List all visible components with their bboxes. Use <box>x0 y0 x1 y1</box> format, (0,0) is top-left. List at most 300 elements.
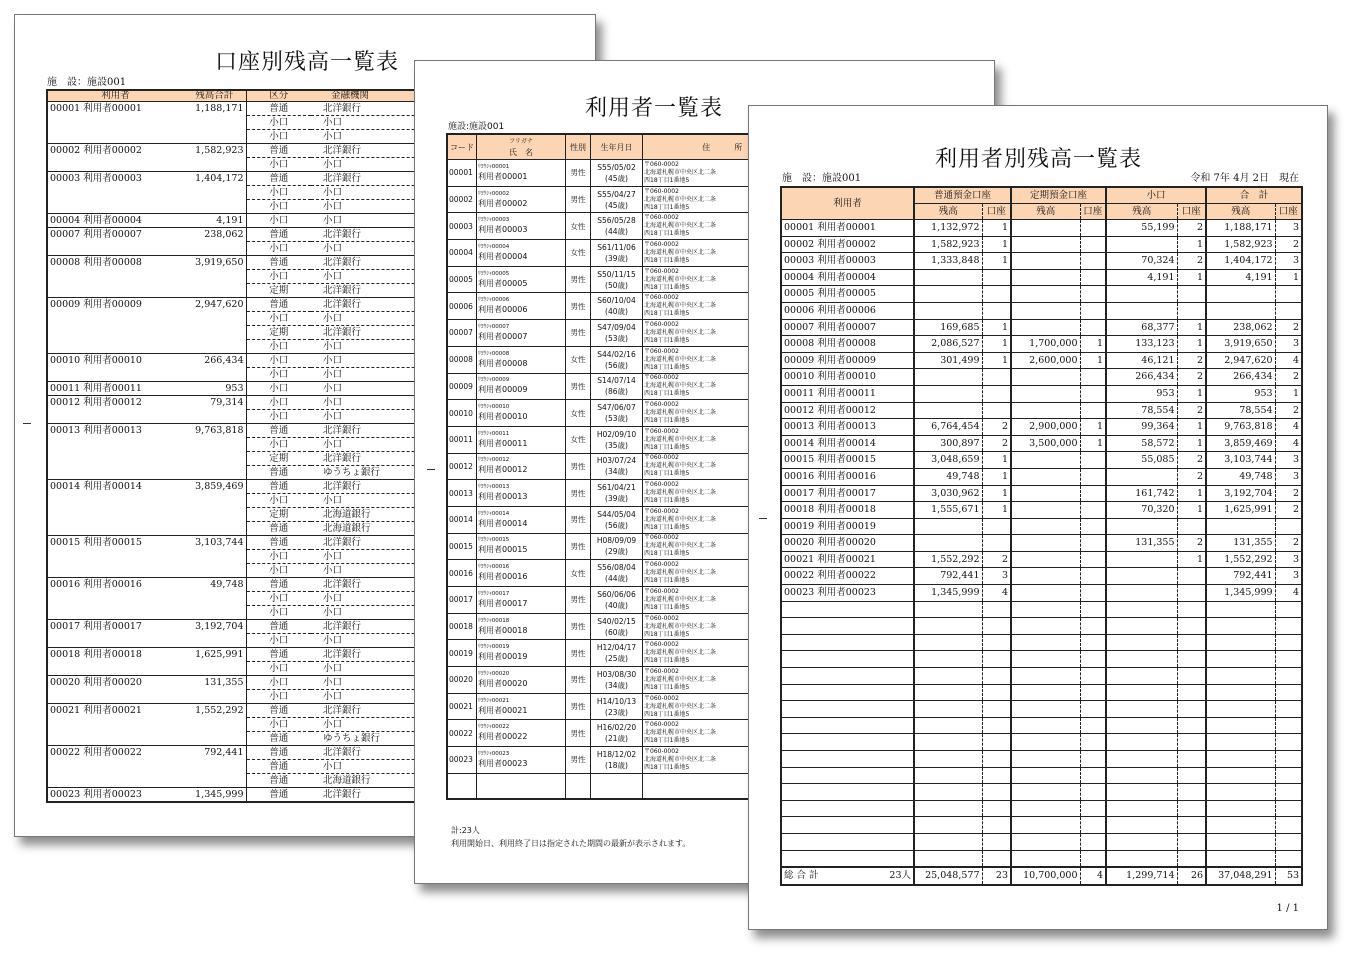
birth-cell <box>591 693 643 720</box>
ordinary-balance <box>914 385 982 402</box>
fixed-balance <box>1011 402 1080 419</box>
col-header-user: 利用者 <box>781 187 914 220</box>
name: 利用者00022 <box>478 732 528 742</box>
empty-cell <box>1275 651 1302 668</box>
bank-cell: 北洋銀行 <box>311 452 471 466</box>
address-line: 北海道札幌市中央区北二条 <box>644 702 717 710</box>
bank-cell: 小口 <box>311 760 471 774</box>
name: 利用者00012 <box>478 465 528 475</box>
address-line: 北海道札幌市中央区北二条 <box>644 595 717 603</box>
age: (45歳) <box>605 173 628 183</box>
col-header-total: 合 計 <box>1206 187 1302 204</box>
balance-by-user-table <box>780 186 1303 886</box>
address-line: 西18丁目1番地5 <box>644 550 690 558</box>
empty-cell <box>1011 601 1080 618</box>
table-row <box>781 518 1302 535</box>
fixed-count <box>1080 302 1106 319</box>
petty-count: 1 <box>1177 385 1206 402</box>
empty-cell <box>1177 668 1206 685</box>
birth-date: S55/04/27 <box>597 189 636 199</box>
bank-cell: 北洋銀行 <box>311 102 471 116</box>
col-header-count: 口座 <box>1080 204 1106 220</box>
total-row <box>781 867 1302 885</box>
name-cell <box>477 186 566 213</box>
code-cell: 00010 <box>447 400 477 427</box>
total-count: 1 <box>1275 269 1302 286</box>
table-row <box>47 480 471 494</box>
ordinary-balance: 2,086,527 <box>914 336 982 353</box>
fixed-balance <box>1011 568 1080 585</box>
bank-cell: 小口 <box>311 396 471 410</box>
petty-count: 2 <box>1177 220 1206 237</box>
account-type-cell: 小口 <box>246 214 311 228</box>
name-cell <box>477 506 566 533</box>
ordinary-balance: 1,552,292 <box>914 551 982 568</box>
account-type-cell: 小口 <box>246 242 311 256</box>
name: 利用者00007 <box>478 331 528 341</box>
name-cell <box>477 373 566 400</box>
empty-cell <box>982 634 1011 651</box>
petty-balance: 133,123 <box>1106 336 1177 353</box>
user-cell: 00014 利用者00014 <box>781 435 914 452</box>
total-balance <box>1206 518 1275 535</box>
empty-cell <box>1011 717 1080 734</box>
account-type-cell: 普通 <box>246 774 311 788</box>
account-type-cell: 小口 <box>246 676 311 690</box>
footnote: 利用開始日、利用終了日は指定された期間の最新が表示されます。 <box>451 839 691 848</box>
code-cell: 00011 <box>447 426 477 453</box>
bank-cell: 小口 <box>311 410 471 424</box>
empty-cell <box>1275 850 1302 867</box>
blank-row <box>781 817 1302 834</box>
address-line: 〒060-0002 <box>644 347 679 355</box>
name: 利用者00023 <box>478 758 528 768</box>
total-cell: 1,582,923 <box>183 144 246 172</box>
user-cell: 00006 利用者00006 <box>781 302 914 319</box>
name: 利用者00001 <box>478 171 528 181</box>
birth-cell <box>591 160 643 187</box>
empty-cell <box>914 784 982 801</box>
bank-cell: 北洋銀行 <box>311 480 471 494</box>
empty-cell <box>1106 668 1177 685</box>
total-count: 2 <box>1275 402 1302 419</box>
empty-cell <box>1011 634 1080 651</box>
address-line: 西18丁目1番地5 <box>644 470 690 478</box>
name: 利用者00015 <box>478 545 528 555</box>
empty-cell <box>1275 751 1302 768</box>
address-line: 西18丁目1番地5 <box>644 523 690 531</box>
empty-cell <box>781 817 914 834</box>
birth-cell <box>591 266 643 293</box>
empty-cell <box>1106 817 1177 834</box>
bank-cell: 小口 <box>311 438 471 452</box>
birth-date: S61/11/06 <box>597 242 636 252</box>
user-cell: 00007 利用者00007 <box>781 319 914 336</box>
age: (44歳) <box>605 227 628 237</box>
bank-cell: 北洋銀行 <box>311 746 471 760</box>
birth-date: H08/09/09 <box>596 536 637 546</box>
empty-cell <box>1106 800 1177 817</box>
ordinary-balance: 169,685 <box>914 319 982 336</box>
birth-cell <box>591 373 643 400</box>
blank-row <box>781 717 1302 734</box>
account-type-cell: 小口 <box>246 690 311 704</box>
bank-cell: 北洋銀行 <box>311 424 471 438</box>
name-cell <box>477 640 566 667</box>
empty-cell <box>781 767 914 784</box>
empty-cell <box>1275 601 1302 618</box>
empty-cell <box>982 767 1011 784</box>
empty-cell <box>781 601 914 618</box>
empty-cell <box>1275 734 1302 751</box>
empty-cell <box>1206 800 1275 817</box>
fixed-balance <box>1011 286 1080 303</box>
empty-cell <box>1011 800 1080 817</box>
ordinary-balance: 301,499 <box>914 352 982 369</box>
user-cell: 00013 利用者00013 <box>781 419 914 436</box>
gender-cell: 男性 <box>566 186 591 213</box>
petty-count: 2 <box>1177 253 1206 270</box>
grand-fixed-count: 4 <box>1080 867 1106 885</box>
address-line: 〒060-0002 <box>644 721 679 729</box>
address-line: 〒060-0002 <box>644 427 679 435</box>
empty-cell <box>982 850 1011 867</box>
empty-cell <box>1011 784 1080 801</box>
grand-petty-balance: 1,299,714 <box>1106 867 1177 885</box>
table-row <box>781 419 1302 436</box>
blank-row <box>781 751 1302 768</box>
empty-cell <box>781 634 914 651</box>
age: (86歳) <box>605 387 628 397</box>
ordinary-count: 3 <box>982 568 1011 585</box>
total-count: 3 <box>1275 568 1302 585</box>
bank-cell: 小口 <box>311 382 471 396</box>
age: (35歳) <box>605 440 628 450</box>
address-line: 〒060-0002 <box>644 667 679 675</box>
table-row <box>781 468 1302 485</box>
fixed-count <box>1080 568 1106 585</box>
account-type-cell: 普通 <box>246 424 311 438</box>
empty-cell <box>1106 784 1177 801</box>
bank-cell: 小口 <box>311 270 471 284</box>
kana: ﾘﾖｳｼｬ00003 <box>478 217 510 224</box>
bank-cell: 小口 <box>311 354 471 368</box>
fixed-balance <box>1011 452 1080 469</box>
empty-cell <box>1206 618 1275 635</box>
total-balance: 1,625,991 <box>1206 502 1275 519</box>
bank-cell: 小口 <box>311 340 471 354</box>
address-line: 北海道札幌市中央区北二条 <box>644 542 717 550</box>
ordinary-balance: 1,132,972 <box>914 220 982 237</box>
blank-row <box>781 800 1302 817</box>
empty-cell <box>1011 850 1080 867</box>
address-line: 西18丁目1番地5 <box>644 710 690 718</box>
kana: ﾘﾖｳｼｬ00013 <box>478 484 510 491</box>
name: 利用者00014 <box>478 518 528 528</box>
petty-count: 2 <box>1177 369 1206 386</box>
blank-row <box>781 668 1302 685</box>
total-balance: 49,748 <box>1206 468 1275 485</box>
empty-cell <box>781 717 914 734</box>
total-count: 2 <box>1275 502 1302 519</box>
empty-cell <box>1206 817 1275 834</box>
table-row <box>47 102 471 116</box>
name: 利用者00002 <box>478 198 528 208</box>
total-cell: 1,188,171 <box>183 102 246 144</box>
grand-petty-count: 26 <box>1177 867 1206 885</box>
code-cell: 00019 <box>447 640 477 667</box>
empty-cell <box>1106 767 1177 784</box>
account-type-cell: 普通 <box>246 760 311 774</box>
ordinary-balance: 1,555,671 <box>914 502 982 519</box>
table-row <box>47 228 471 242</box>
empty-cell <box>591 773 643 799</box>
total-cell: 953 <box>183 382 246 396</box>
name: 利用者00017 <box>478 598 528 608</box>
empty-cell <box>1206 751 1275 768</box>
code-cell: 00002 <box>447 186 477 213</box>
kana: ﾘﾖｳｼｬ00018 <box>478 617 510 624</box>
age: (56歳) <box>605 520 628 530</box>
empty-cell <box>982 751 1011 768</box>
code-cell: 00022 <box>447 720 477 747</box>
ordinary-count <box>982 369 1011 386</box>
code-cell: 00006 <box>447 293 477 320</box>
address-line: 〒060-0002 <box>644 694 679 702</box>
address-line: 〒060-0002 <box>644 507 679 515</box>
address-line: 北海道札幌市中央区北二条 <box>644 649 717 657</box>
bank-cell: 北洋銀行 <box>311 704 471 718</box>
fixed-balance <box>1011 319 1080 336</box>
gender-cell: 女性 <box>566 560 591 587</box>
petty-count: 1 <box>1177 336 1206 353</box>
fixed-balance <box>1011 485 1080 502</box>
birth-cell <box>591 560 643 587</box>
col-header-bank: 金融機関 <box>311 90 471 102</box>
empty-cell <box>447 773 477 799</box>
total-count <box>1275 518 1302 535</box>
petty-balance: 266,434 <box>1106 369 1177 386</box>
total-count: 2 <box>1275 236 1302 253</box>
table-row <box>781 319 1302 336</box>
address-line: 〒060-0002 <box>644 187 679 195</box>
code-cell: 00012 <box>447 453 477 480</box>
bank-cell: 北洋銀行 <box>311 284 471 298</box>
bank-cell: 北海道銀行 <box>311 508 471 522</box>
age: (40歳) <box>605 307 628 317</box>
empty-cell <box>914 684 982 701</box>
empty-cell <box>781 668 914 685</box>
name-cell <box>477 160 566 187</box>
user-cell: 00008 利用者00008 <box>781 336 914 353</box>
total-label: 総 合 計 <box>784 870 819 882</box>
bank-cell: 北洋銀行 <box>311 788 471 803</box>
code-cell: 00015 <box>447 533 477 560</box>
ordinary-count: 1 <box>982 352 1011 369</box>
total-cell: 238,062 <box>183 228 246 256</box>
user-cell: 00010 利用者00010 <box>781 369 914 386</box>
kana: ﾘﾖｳｼｬ00017 <box>478 590 510 597</box>
account-type-cell: 定期 <box>246 452 311 466</box>
total-count: 1 <box>1275 385 1302 402</box>
user-cell: 00017 利用者00017 <box>47 620 183 648</box>
age: (45歳) <box>605 200 628 210</box>
user-cell: 00015 利用者00015 <box>781 452 914 469</box>
gender-cell: 男性 <box>566 613 591 640</box>
account-type-cell: 普通 <box>246 480 311 494</box>
address-line: 北海道札幌市中央区北二条 <box>644 222 717 230</box>
empty-cell <box>1080 734 1106 751</box>
ordinary-balance: 6,764,454 <box>914 419 982 436</box>
user-cell: 00022 利用者00022 <box>47 746 183 788</box>
age: (23歳) <box>605 707 628 717</box>
empty-cell <box>1275 701 1302 718</box>
empty-cell <box>914 751 982 768</box>
petty-balance <box>1106 568 1177 585</box>
empty-cell <box>1080 833 1106 850</box>
bank-cell: 小口 <box>311 186 471 200</box>
empty-cell <box>1177 833 1206 850</box>
age: (39歳) <box>605 494 628 504</box>
grand-total-count: 53 <box>1275 867 1302 885</box>
ordinary-count <box>982 518 1011 535</box>
user-cell: 00018 利用者00018 <box>781 502 914 519</box>
total-balance: 953 <box>1206 385 1275 402</box>
gender-cell: 男性 <box>566 693 591 720</box>
empty-cell <box>1011 751 1080 768</box>
kana: ﾘﾖｳｼｬ00021 <box>478 697 510 704</box>
ordinary-count: 1 <box>982 253 1011 270</box>
total-count: 2 <box>1275 485 1302 502</box>
table-row <box>47 788 471 803</box>
empty-cell <box>1275 767 1302 784</box>
ordinary-count: 1 <box>982 336 1011 353</box>
empty-cell <box>1080 817 1106 834</box>
empty-cell <box>982 651 1011 668</box>
empty-cell <box>1206 651 1275 668</box>
name: 利用者00013 <box>478 492 528 502</box>
account-type-cell: 普通 <box>246 228 311 242</box>
table-row <box>781 535 1302 552</box>
birth-date: H16/02/20 <box>596 723 637 733</box>
bank-cell: 小口 <box>311 550 471 564</box>
code-cell: 00020 <box>447 667 477 694</box>
gender-cell: 男性 <box>566 293 591 320</box>
address-line: 〒060-0002 <box>644 587 679 595</box>
ordinary-balance <box>914 535 982 552</box>
empty-cell <box>566 773 591 799</box>
birth-cell <box>591 320 643 347</box>
petty-count: 2 <box>1177 535 1206 552</box>
empty-cell <box>1106 634 1177 651</box>
total-cell: 3,919,650 <box>183 256 246 298</box>
petty-balance: 70,320 <box>1106 502 1177 519</box>
ordinary-balance: 1,345,999 <box>914 585 982 602</box>
empty-cell <box>1106 717 1177 734</box>
col-header-code: コード <box>447 134 477 160</box>
grand-total-balance: 37,048,291 <box>1206 867 1275 885</box>
age: (40歳) <box>605 600 628 610</box>
user-cell: 00020 利用者00020 <box>47 676 183 704</box>
address-line: 北海道札幌市中央区北二条 <box>644 675 717 683</box>
bank-cell: 北洋銀行 <box>311 144 471 158</box>
total-cell: 792,441 <box>183 746 246 788</box>
empty-cell <box>914 651 982 668</box>
account-type-cell: 小口 <box>246 354 311 368</box>
name: 利用者00005 <box>478 278 528 288</box>
code-cell: 00018 <box>447 613 477 640</box>
empty-cell <box>1080 668 1106 685</box>
gender-cell: 男性 <box>566 720 591 747</box>
code-cell: 00014 <box>447 506 477 533</box>
empty-cell <box>781 751 914 768</box>
table-row <box>47 676 471 690</box>
table-row <box>47 172 471 186</box>
ordinary-count <box>982 535 1011 552</box>
empty-cell <box>914 701 982 718</box>
empty-cell <box>1080 784 1106 801</box>
bank-cell: 北洋銀行 <box>311 298 471 312</box>
empty-cell <box>1106 601 1177 618</box>
gender-cell: 男性 <box>566 160 591 187</box>
empty-cell <box>1177 751 1206 768</box>
address-line: 西18丁目1番地5 <box>644 577 690 585</box>
code-cell: 00009 <box>447 373 477 400</box>
address-line: 〒060-0002 <box>644 294 679 302</box>
bank-cell: 小口 <box>311 312 471 326</box>
birth-cell <box>591 667 643 694</box>
bank-cell: ゆうちょ銀行 <box>311 732 471 746</box>
col-header-count: 口座 <box>1177 204 1206 220</box>
address-line: 西18丁目1番地5 <box>644 630 690 638</box>
ordinary-count: 2 <box>982 419 1011 436</box>
blank-row <box>781 684 1302 701</box>
total-balance: 1,582,923 <box>1206 236 1275 253</box>
birth-cell <box>591 640 643 667</box>
age: (60歳) <box>605 627 628 637</box>
table-row <box>781 369 1302 386</box>
birth-date: S61/04/21 <box>597 483 636 493</box>
facility-label: 施 設：施設001 <box>47 77 127 88</box>
empty-cell <box>914 634 982 651</box>
fixed-count: 1 <box>1080 435 1106 452</box>
ordinary-balance <box>914 302 982 319</box>
empty-cell <box>1011 668 1080 685</box>
ordinary-count: 4 <box>982 585 1011 602</box>
address-line: 北海道札幌市中央区北二条 <box>644 489 717 497</box>
address-line: 北海道札幌市中央区北二条 <box>644 195 717 203</box>
account-type-cell: 普通 <box>246 578 311 592</box>
empty-cell <box>1177 618 1206 635</box>
code-cell: 00003 <box>447 213 477 240</box>
bank-cell: 北洋銀行 <box>311 648 471 662</box>
gender-cell: 男性 <box>566 640 591 667</box>
ordinary-count <box>982 385 1011 402</box>
birth-cell <box>591 346 643 373</box>
address-line: 北海道札幌市中央区北二条 <box>644 435 717 443</box>
address-line: 〒060-0002 <box>644 534 679 542</box>
bank-cell: ゆうちょ銀行 <box>311 466 471 480</box>
age: (50歳) <box>605 280 628 290</box>
petty-count: 1 <box>1177 236 1206 253</box>
fixed-balance <box>1011 369 1080 386</box>
col-header-name <box>477 134 566 160</box>
petty-count <box>1177 585 1206 602</box>
name-cell <box>477 240 566 267</box>
name: 利用者00018 <box>478 625 528 635</box>
code-cell: 00021 <box>447 693 477 720</box>
fixed-balance <box>1011 468 1080 485</box>
